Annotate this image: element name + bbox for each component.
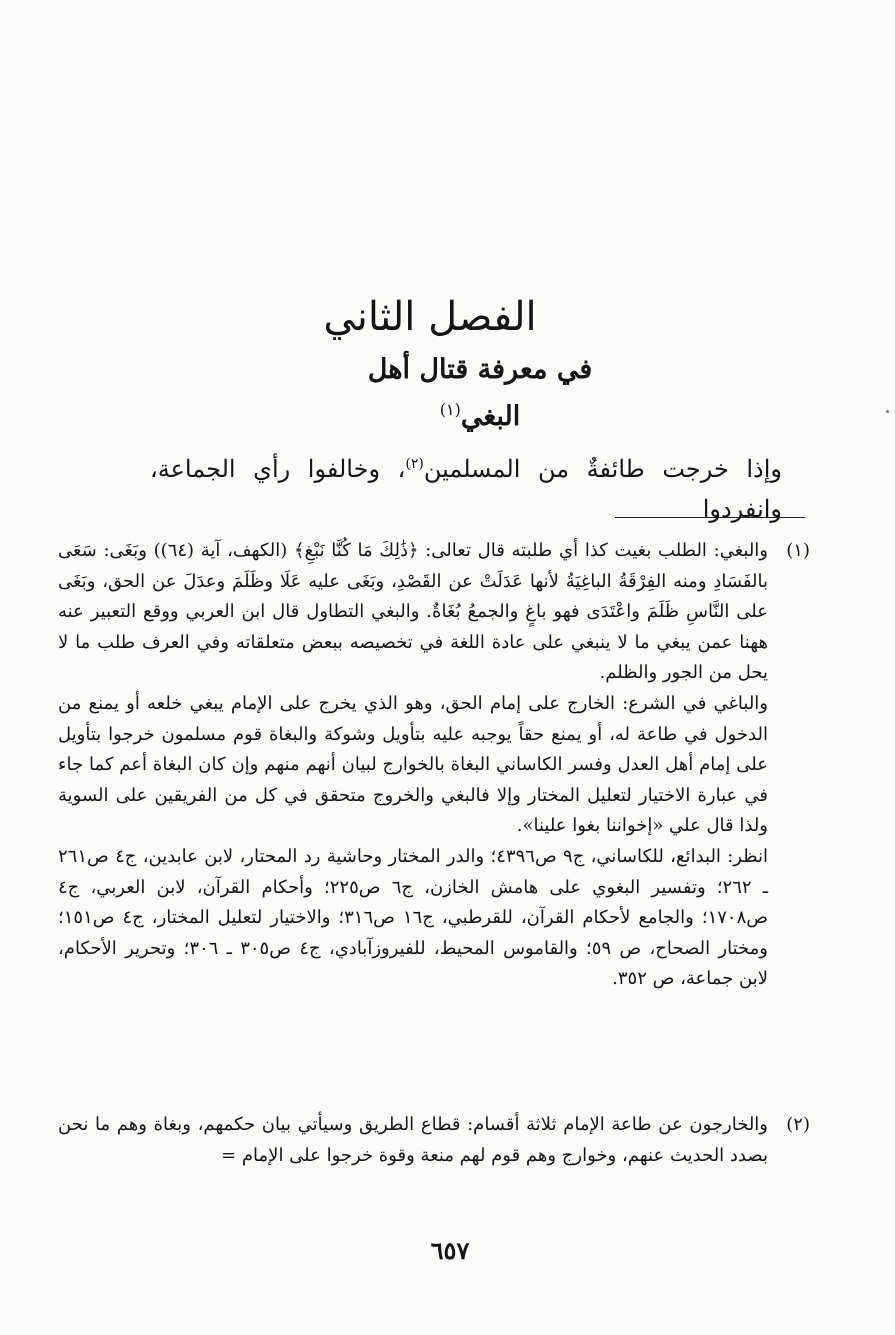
scan-speck xyxy=(886,410,889,413)
section-heading-text: في معرفة قتال أهل البغي xyxy=(367,354,593,432)
footnote-1 xyxy=(58,536,810,1110)
footnote-2-number: (٢) xyxy=(786,1114,810,1135)
main-text-part2: ، وخالفوا رأي الجماعة، وانفردوا xyxy=(150,455,782,523)
footnote-separator xyxy=(615,517,805,518)
footnotes xyxy=(58,536,810,1171)
footnote-2-text: والخارجون عن طاعة الإمام ثلاثة أقسام: قطاع الطريق وسيأتي بيان حكمهم، وبغاة وهم ما نحن بصدد الحديث عنهم، وخوارج وهم قوم لهم منعة وقوة خرجوا على الإمام = xyxy=(58,1114,768,1166)
footnote-1-number: (١) xyxy=(786,540,810,561)
footnote-1-para1: والبغي: الطلب بغيت كذا أي طلبته قال تعالى: ﴿ذَٰلِكَ مَا كُنَّا نَبْغِ﴾ (الكهف، آية (٦٤)) وبَغَى: سَعَى بالفَسَادِ ومنه الفِرْقَةُ الباغِيَةُ لأنها عَدَلَتْ عن القَصْدِ، وبَغَى عليه عَلَا وظَلَمَ وعدَلَ عن الحق، وبَغَى على النَّاسِ ظَلَمَ واعْتَدَى فهو باغٍ والجمعُ بُغَاةٌ. والبغي التطاول قال ابن العربي ووقع التعبير عنه ههنا عمن يبغي ما لا ينبغي على عادة اللغة في تخصيصه ببعض متعلقاته وفي العرف طلب ما لا يحل من الجور والظلم. xyxy=(58,540,768,684)
section-heading xyxy=(345,350,615,437)
chapter-title: الفصل الثاني xyxy=(323,294,537,340)
main-text-part1: وإذا خرجت طائفةٌ من المسلمين xyxy=(423,455,782,483)
footnote-1-para3: انظر: البدائع، للكاساني، ج٩ ص٤٣٩٦؛ والدر المختار وحاشية رد المحتار، لابن عابدين، ج٤ ص٢٦١ ـ ٢٦٢؛ وتفسير البغوي على هامش الخازن، ج٦ ص٢٢٥؛ وأحكام القرآن، لابن العربي، ج٤ ص١٧٠٨؛ والجامع لأحكام القرآن، للقرطبي، ج١٦ ص٣١٦؛ والاختيار لتعليل المختار، ج٤ ص١٥١؛ ومختار الصحاح، ص ٥٩؛ والقاموس المحيط، للفيروزآبادي، ج٤ ص٣٠٥ ـ ٣٠٦؛ وتحرير الأحكام، لابن جماعة، ص ٣٥٢. xyxy=(58,845,769,990)
page-number: ٦٥٧ xyxy=(430,1236,470,1265)
main-footnote-ref: (٢) xyxy=(405,456,424,472)
heading-footnote-ref: (١) xyxy=(439,400,461,419)
footnote-2 xyxy=(58,1110,810,1171)
footnote-1-para2: والباغي في الشرع: الخارج على إمام الحق، وهو الذي يخرج على الإمام يبغي خلعه أو يمنع من الدخول في طاعة له، أو يمنع حقاً يوجبه عليه بتأويل وشوكة والبغاة قوم مسلمون خرجوا بتأويل على إمام أهل العدل وفسر الكاساني البغاة بالخوارج لبيان أنهم منهم وإن كان البغاة أعم كما جاء في عبارة الاختيار لتعليل المختار وإلا فالبغي والخروج متحقق في كل من الفريقين على السوية ولذا قال علي «إخواننا بغوا علينا». xyxy=(58,692,768,837)
